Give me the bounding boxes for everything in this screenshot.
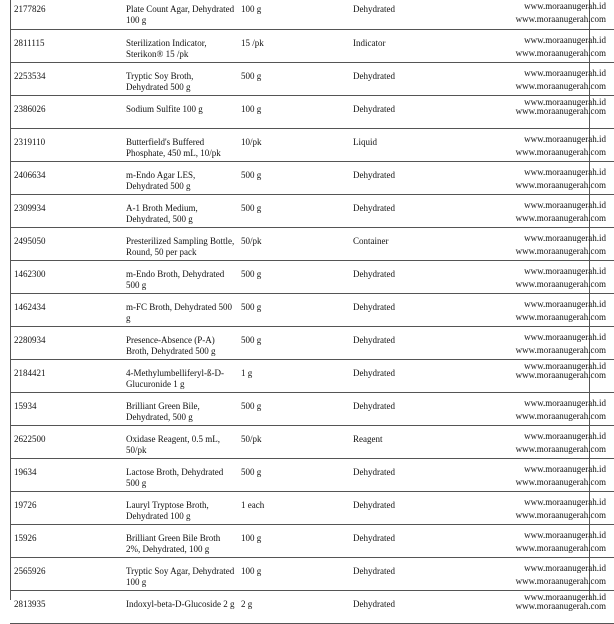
product-code-cell: 19634 [10, 458, 122, 491]
product-type-cell: Liquid [349, 128, 470, 161]
website-link-id[interactable]: www.moraanugerah.id [524, 529, 606, 540]
package-size-cell: 1 g [237, 359, 349, 392]
website-link-id[interactable]: www.moraanugerah.id [524, 96, 606, 107]
product-type-cell: Dehydrated [349, 62, 470, 95]
product-type-cell: Dehydrated [349, 557, 470, 590]
website-link-id[interactable]: www.moraanugerah.id [524, 562, 606, 573]
website-cell [470, 458, 614, 491]
website-link-com[interactable]: www.moraanugerah.com [515, 105, 606, 116]
website-cell [470, 29, 614, 62]
product-type-cell: Dehydrated [349, 0, 470, 29]
package-size-cell: 500 g [237, 392, 349, 425]
product-description-cell: Brilliant Green Bile Broth 2%, Dehydrated, 100 g [122, 524, 237, 557]
product-description-cell: m-Endo Agar LES, Dehydrated 500 g [122, 161, 237, 194]
website-link-com[interactable]: www.moraanugerah.com [515, 278, 606, 289]
website-link-com[interactable]: www.moraanugerah.com [515, 542, 606, 553]
product-code-cell: 2319110 [10, 128, 122, 161]
table-row [10, 524, 614, 557]
table-row [10, 0, 614, 29]
table-row [10, 62, 614, 95]
product-code-cell: 2811115 [10, 29, 122, 62]
product-table [10, 0, 614, 624]
website-link-id[interactable]: www.moraanugerah.id [524, 298, 606, 309]
website-cell [470, 0, 614, 29]
table-row [10, 128, 614, 161]
website-cell [470, 557, 614, 590]
website-cell [470, 194, 614, 227]
table-row [10, 458, 614, 491]
package-size-cell: 1 each [237, 491, 349, 524]
product-type-cell: Container [349, 227, 470, 260]
website-cell [470, 128, 614, 161]
table-row [10, 491, 614, 524]
table-row [10, 392, 614, 425]
table-row [10, 29, 614, 62]
product-type-cell: Dehydrated [349, 392, 470, 425]
product-description-cell: Brilliant Green Bile, Dehydrated, 500 g [122, 392, 237, 425]
website-link-com[interactable]: www.moraanugerah.com [515, 245, 606, 256]
package-size-cell: 500 g [237, 260, 349, 293]
website-link-com[interactable]: www.moraanugerah.com [515, 179, 606, 190]
product-type-cell: Indicator [349, 29, 470, 62]
product-code-cell: 2309934 [10, 194, 122, 227]
package-size-cell: 500 g [237, 62, 349, 95]
table-row [10, 227, 614, 260]
product-code-cell: 2495050 [10, 227, 122, 260]
product-description-cell: Tryptic Soy Agar, Dehydrated 100 g [122, 557, 237, 590]
website-link-id[interactable]: www.moraanugerah.id [524, 463, 606, 474]
website-cell [470, 359, 614, 392]
product-code-cell: 2177826 [10, 0, 122, 29]
website-link-id[interactable]: www.moraanugerah.id [524, 591, 606, 602]
product-type-cell: Dehydrated [349, 194, 470, 227]
website-cell [470, 95, 614, 128]
product-description-cell: Indoxyl-beta-D-Glucoside 2 g [122, 590, 237, 623]
website-cell [470, 260, 614, 293]
website-link-com[interactable]: www.moraanugerah.com [515, 146, 606, 157]
table-row [10, 557, 614, 590]
product-description-cell: Presence-Absence (P-A) Broth, Dehydrated 500 g [122, 326, 237, 359]
website-cell [470, 491, 614, 524]
website-cell [470, 590, 614, 623]
website-link-id[interactable]: www.moraanugerah.id [524, 199, 606, 210]
website-cell [470, 524, 614, 557]
product-description-cell: Oxidase Reagent, 0.5 mL, 50/pk [122, 425, 237, 458]
website-link-com[interactable]: www.moraanugerah.com [515, 311, 606, 322]
package-size-cell: 100 g [237, 95, 349, 128]
website-cell [470, 392, 614, 425]
package-size-cell: 15 /pk [237, 29, 349, 62]
package-size-cell: 500 g [237, 293, 349, 326]
website-link-id[interactable]: www.moraanugerah.id [524, 331, 606, 342]
website-cell [470, 161, 614, 194]
website-link-id[interactable]: www.moraanugerah.id [524, 265, 606, 276]
product-code-cell: 2184421 [10, 359, 122, 392]
product-code-cell: 2280934 [10, 326, 122, 359]
package-size-cell: 500 g [237, 194, 349, 227]
product-code-cell: 2622500 [10, 425, 122, 458]
product-code-cell: 2813935 [10, 590, 122, 623]
website-link-id[interactable]: www.moraanugerah.id [524, 166, 606, 177]
website-cell [470, 425, 614, 458]
product-type-cell: Dehydrated [349, 161, 470, 194]
website-cell [470, 62, 614, 95]
package-size-cell: 2 g [237, 590, 349, 623]
website-link-com[interactable]: www.moraanugerah.com [515, 369, 606, 380]
product-description-cell: Plate Count Agar, Dehydrated 100 g [122, 0, 237, 29]
website-link-com[interactable]: www.moraanugerah.com [515, 575, 606, 586]
table-row [10, 95, 614, 128]
website-link-com[interactable]: www.moraanugerah.com [515, 443, 606, 454]
package-size-cell: 50/pk [237, 425, 349, 458]
table-row [10, 425, 614, 458]
product-code-cell: 2565926 [10, 557, 122, 590]
package-size-cell: 500 g [237, 458, 349, 491]
website-link-com[interactable]: www.moraanugerah.com [515, 410, 606, 421]
product-code-cell: 19726 [10, 491, 122, 524]
package-size-cell: 100 g [237, 0, 349, 29]
website-link-com[interactable]: www.moraanugerah.com [515, 600, 606, 611]
website-link-id[interactable]: www.moraanugerah.id [524, 34, 606, 45]
product-code-cell: 2253534 [10, 62, 122, 95]
product-description-cell: Presterilized Sampling Bottle, Round, 50 per pack [122, 227, 237, 260]
product-code-cell: 2406634 [10, 161, 122, 194]
product-description-cell: Tryptic Soy Broth, Dehydrated 500 g [122, 62, 237, 95]
product-type-cell: Dehydrated [349, 458, 470, 491]
website-link-id[interactable]: www.moraanugerah.id [524, 430, 606, 441]
product-description-cell: m-Endo Broth, Dehydrated 500 g [122, 260, 237, 293]
website-link-id[interactable]: www.moraanugerah.id [524, 67, 606, 78]
website-link-com[interactable]: www.moraanugerah.com [515, 47, 606, 58]
product-type-cell: Dehydrated [349, 590, 470, 623]
website-link-com[interactable]: www.moraanugerah.com [515, 14, 606, 24]
product-type-cell: Dehydrated [349, 260, 470, 293]
website-link-com[interactable]: www.moraanugerah.com [515, 212, 606, 223]
product-type-cell: Dehydrated [349, 524, 470, 557]
table-row [10, 293, 614, 326]
product-description-cell: Sodium Sulfite 100 g [122, 95, 237, 128]
website-cell [470, 293, 614, 326]
website-link-com[interactable]: www.moraanugerah.com [515, 509, 606, 520]
product-code-cell: 1462434 [10, 293, 122, 326]
website-link-id[interactable]: www.moraanugerah.id [524, 397, 606, 408]
package-size-cell: 10/pk [237, 128, 349, 161]
table-row [10, 326, 614, 359]
website-link-id[interactable]: www.moraanugerah.id [524, 232, 606, 243]
table-row [10, 260, 614, 293]
table-row [10, 359, 614, 392]
product-description-cell: Sterilization Indicator, Sterikon® 15 /pk [122, 29, 237, 62]
package-size-cell: 50/pk [237, 227, 349, 260]
product-type-cell: Dehydrated [349, 95, 470, 128]
website-cell [470, 227, 614, 260]
product-code-cell: 15934 [10, 392, 122, 425]
package-size-cell: 500 g [237, 326, 349, 359]
product-code-cell: 1462300 [10, 260, 122, 293]
product-description-cell: Butterfield's Buffered Phosphate, 450 mL, 10/pk [122, 128, 237, 161]
product-description-cell: 4-Methylumbelliferyl-ß-D-Glucuronide 1 g [122, 359, 237, 392]
website-link-id[interactable]: www.moraanugerah.id [524, 1, 606, 11]
website-link-com[interactable]: www.moraanugerah.com [515, 476, 606, 487]
product-description-cell: m-FC Broth, Dehydrated 500 g [122, 293, 237, 326]
website-link-com[interactable]: www.moraanugerah.com [515, 344, 606, 355]
table-row [10, 194, 614, 227]
website-link-id[interactable]: www.moraanugerah.id [524, 496, 606, 507]
product-type-cell: Dehydrated [349, 293, 470, 326]
table-row [10, 590, 614, 623]
product-type-cell: Dehydrated [349, 359, 470, 392]
product-code-cell: 2386026 [10, 95, 122, 128]
product-table-body [10, 0, 614, 623]
package-size-cell: 100 g [237, 524, 349, 557]
package-size-cell: 500 g [237, 161, 349, 194]
product-type-cell: Reagent [349, 425, 470, 458]
website-cell [470, 326, 614, 359]
website-link-id[interactable]: www.moraanugerah.id [524, 133, 606, 144]
product-description-cell: A-1 Broth Medium, Dehydrated, 500 g [122, 194, 237, 227]
product-type-cell: Dehydrated [349, 326, 470, 359]
package-size-cell: 100 g [237, 557, 349, 590]
product-description-cell: Lauryl Tryptose Broth, Dehydrated 100 g [122, 491, 237, 524]
product-type-cell: Dehydrated [349, 491, 470, 524]
product-code-cell: 15926 [10, 524, 122, 557]
website-link-id[interactable]: www.moraanugerah.id [524, 360, 606, 371]
product-description-cell: Lactose Broth, Dehydrated 500 g [122, 458, 237, 491]
website-link-com[interactable]: www.moraanugerah.com [515, 80, 606, 91]
table-row [10, 161, 614, 194]
